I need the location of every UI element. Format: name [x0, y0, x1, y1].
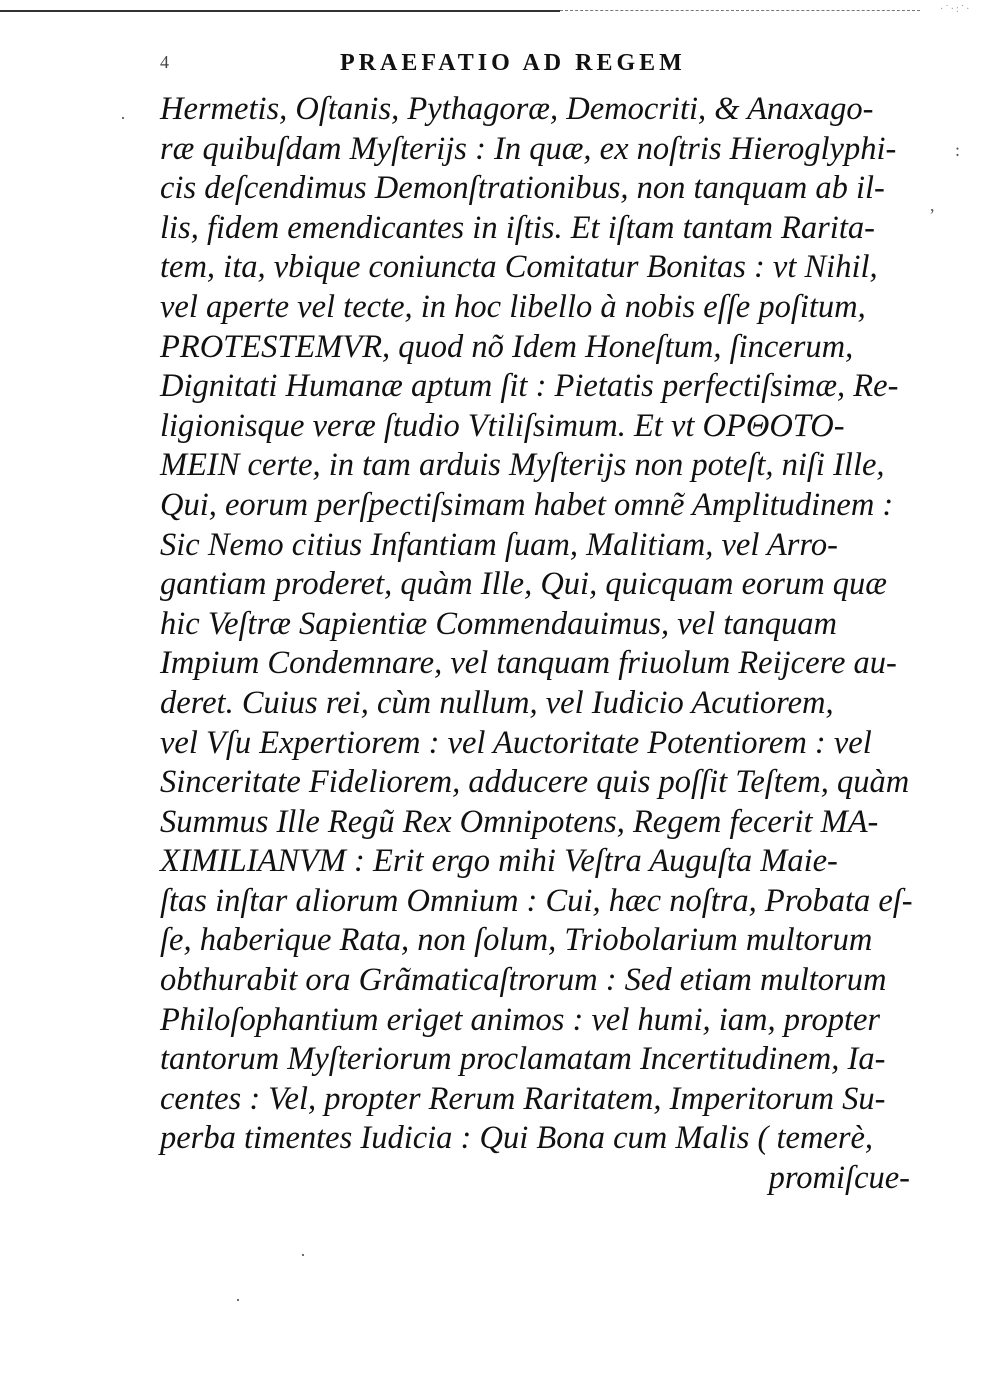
text-line: deret. Cuius rei, cùm nullum, vel Iudicio Acutiorem,: [160, 684, 834, 721]
text-line: cis deſcendimus Demonſtrationibus, non tanquam ab il-: [160, 170, 885, 207]
margin-speck: ,: [930, 195, 935, 215]
page-number: 4: [160, 52, 169, 72]
text-line: perba timentes Iudicia : Qui Bona cum Malis ( temerè,: [160, 1120, 874, 1157]
text-line: Hermetis, Oſtanis, Pythagoræ, Democriti, & Anaxago-: [160, 91, 874, 127]
body-text: [160, 90, 920, 1199]
text-line: centes : Vel, propter Rerum Raritatem, Imperitorum Su-: [160, 1080, 886, 1117]
text-line: ΜΕΙΝ certe, in tam arduis Myſterijs non poteſt, niſi Ille,: [160, 447, 885, 484]
text-line: Impium Condemnare, vel tanquam friuolum Reijcere au-: [160, 645, 897, 682]
text-line: ſtas inſtar aliorum Omnium : Cui, hæc noſtra, Probata eſ-: [160, 882, 913, 919]
text-line: ræ quibuſdam Myſterijs : In quæ, ex noſtris Hieroglyphi-: [160, 130, 897, 167]
text-line: PROTESTEMVR, quod nõ Idem Honeſtum, ſincerum,: [160, 328, 854, 365]
running-head: PRAEFATIO AD REGEM: [340, 50, 686, 76]
text-line: Sinceritate Fideliorem, adducere quis poſſit Teſtem, quàm: [160, 764, 910, 801]
text-line: tantorum Myſteriorum proclamatam Incertitudinem, Ia-: [160, 1041, 886, 1078]
text-line: hic Veſtræ Sapientiæ Commendauimus, vel tanquam: [160, 605, 838, 642]
text-line: vel aperte vel tecte, in hoc libello à nobis eſſe poſitum,: [160, 288, 866, 325]
margin-speck: ·: [120, 108, 126, 128]
top-edge-rule: [0, 10, 560, 12]
margin-speck: :: [955, 140, 961, 160]
scan-speckle-decoration: ·˙·:˙·: [940, 4, 972, 15]
text-line: tem, ita, vbique coniuncta Comitatur Bonitas : vt Nihil,: [160, 249, 878, 286]
text-line: Qui, eorum perſpectiſsimam habet omnẽ Amplitudinem :: [160, 486, 894, 523]
text-line: gantiam proderet, quàm Ille, Qui, quicquam eorum quæ: [160, 566, 887, 603]
text-line: Philoſophantium eriget animos : vel humi, iam, propter: [160, 1001, 881, 1038]
text-line: XIMILIANVM : Erit ergo mihi Veſtra Auguſta Maie-: [160, 843, 838, 880]
top-edge-rule-faded: [560, 10, 920, 11]
text-line: ligionisque veræ ſtudio Vtiliſsimum. Et vt ΟΡΘΟΤΟ-: [160, 407, 845, 444]
text-line: Dignitati Humanæ aptum ſit : Pietatis perfectiſsimæ, Re-: [160, 368, 899, 405]
margin-speck: ·: [235, 1290, 241, 1310]
text-line: Summus Ille Regũ Rex Omnipotens, Regem fecerit MA-: [160, 803, 879, 840]
text-line: vel Vſu Expertiorem : vel Auctoritate Potentiorem : vel: [160, 724, 872, 761]
text-line: obthurabit ora Grãmaticaſtrorum : Sed etiam multorum: [160, 962, 887, 999]
text-line: ſe, haberique Rata, non ſolum, Triobolarium multorum: [160, 922, 873, 959]
margin-speck: ·: [300, 1245, 306, 1265]
text-line: lis, fidem emendicantes in iſtis. Et iſtam tantam Rarita-: [160, 209, 875, 246]
catchword: promiſcue-: [768, 1160, 910, 1197]
text-line: Sic Nemo citius Infantiam ſuam, Malitiam, vel Arro-: [160, 526, 838, 563]
